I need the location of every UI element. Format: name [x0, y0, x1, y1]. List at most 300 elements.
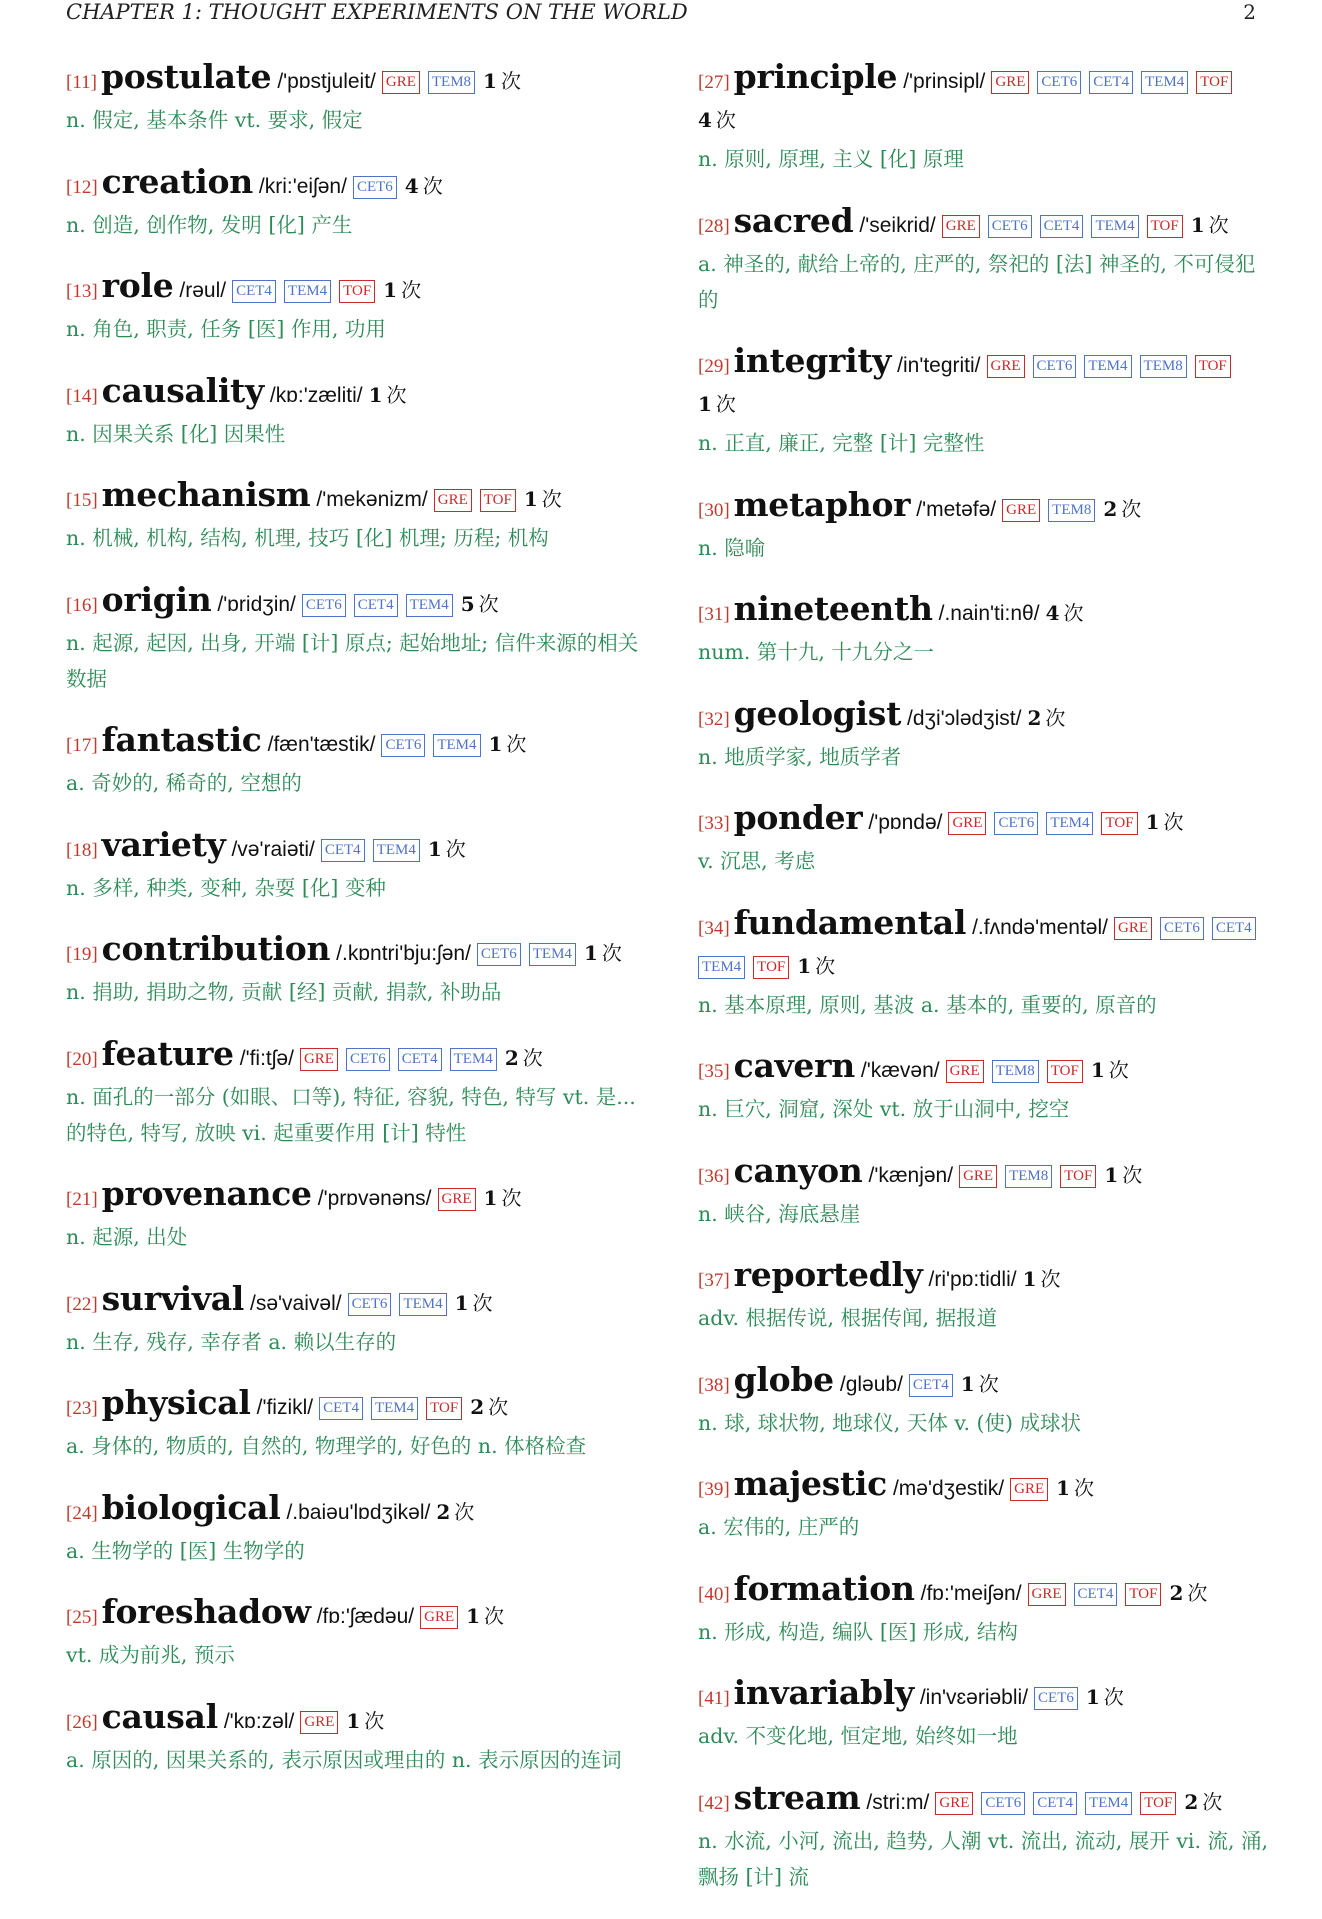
frequency-count: 1 [583, 941, 598, 965]
exam-tag: TOF [1140, 1792, 1176, 1815]
entry-number: [16] [66, 594, 98, 616]
headword: geologist [733, 693, 902, 733]
exam-tag: TEM4 [698, 956, 745, 979]
exam-tag: GRE [987, 355, 1025, 378]
entry-head [698, 590, 1270, 634]
entry-number: [26] [66, 1711, 98, 1733]
definition: a. 神圣的, 献给上帝的, 庄严的, 祭祀的 [法] 神圣的, 不可侵犯的 [698, 251, 1256, 312]
definition: n. 创造, 创作物, 发明 [化] 产生 [66, 212, 353, 237]
exam-tag: TOF [1125, 1583, 1161, 1606]
headword: metaphor [733, 484, 911, 524]
frequency [961, 1372, 999, 1396]
frequency [461, 592, 499, 616]
pronunciation: /mə'dʒestik/ [892, 1477, 1005, 1500]
frequency [489, 732, 527, 756]
exam-tag: GRE [935, 1792, 973, 1815]
exam-tag: TEM4 [1084, 355, 1131, 378]
frequency-count: 1 [1090, 1058, 1105, 1082]
frequency-unit: 次 [541, 487, 562, 511]
entry-head [698, 1674, 1270, 1718]
entry-number: [33] [698, 813, 730, 834]
exam-tag: GRE [420, 1606, 458, 1629]
pronunciation: /'fizikl/ [256, 1396, 314, 1419]
frequency [466, 1604, 504, 1628]
definition: a. 生物学的 [医] 生物学的 [66, 1538, 305, 1563]
frequency-count: 4 [698, 108, 712, 132]
definition: n. 起源, 出处 [66, 1225, 188, 1249]
frequency-unit: 次 [484, 1604, 505, 1628]
frequency [484, 1186, 522, 1210]
entry-head [66, 581, 646, 625]
frequency [470, 1395, 508, 1419]
frequency-unit: 次 [715, 108, 736, 132]
entry-head [698, 799, 1270, 843]
definition: n. 因果关系 [化] 因果性 [66, 421, 286, 446]
definition: n. 捐助, 捐助之物, 贡献 [经] 贡献, 捐款, 补助品 [66, 980, 502, 1004]
frequency-unit: 次 [501, 1186, 522, 1210]
vocab-entry [698, 1047, 1270, 1127]
frequency [1091, 1058, 1129, 1082]
entry-number: [41] [698, 1688, 730, 1709]
exam-tag: CET4 [354, 594, 398, 617]
entry-head [66, 267, 646, 311]
pronunciation: /kɒ:'zæliti/ [269, 383, 363, 407]
exam-tag: TEM4 [1141, 71, 1188, 94]
entry-number: [34] [698, 917, 730, 939]
frequency [1027, 706, 1065, 730]
vocab-entry [66, 1280, 646, 1360]
vocab-entry [698, 590, 1270, 670]
frequency [1056, 1476, 1094, 1500]
frequency-count: 1 [1190, 212, 1205, 237]
frequency [436, 1500, 474, 1524]
definition: n. 隐喻 [698, 535, 766, 560]
frequency-unit: 次 [454, 1499, 475, 1524]
exam-tag: CET6 [988, 215, 1032, 238]
definition: n. 巨穴, 洞窟, 深处 vt. 放于山洞中, 挖空 [698, 1097, 1070, 1121]
definition: n. 多样, 种类, 变种, 杂耍 [化] 变种 [66, 875, 386, 900]
entry-number: [22] [66, 1293, 98, 1315]
entry-number: [12] [66, 176, 98, 198]
pronunciation: /'mekənizm/ [316, 488, 428, 511]
exam-tag: CET6 [994, 812, 1038, 835]
pronunciation: /sə'vaivəl/ [250, 1291, 342, 1315]
entry-head [66, 721, 646, 765]
vocab-entry [698, 1570, 1270, 1650]
frequency-unit: 次 [1063, 601, 1084, 625]
pronunciation: /.kɒntri'bju:ʃən/ [336, 942, 471, 965]
frequency-unit: 次 [1103, 1685, 1124, 1709]
exam-tag: TEM8 [428, 71, 475, 94]
frequency-count: 2 [1027, 705, 1042, 730]
vocab-entry [66, 581, 646, 697]
vocab-entry [66, 372, 646, 452]
entry-number: [14] [66, 385, 98, 407]
frequency-unit: 次 [1208, 212, 1229, 237]
pronunciation: /'metəfə/ [916, 497, 997, 521]
pronunciation: /və'raiəti/ [231, 837, 315, 861]
vocab-entry [698, 799, 1270, 879]
entry-head [698, 342, 1270, 425]
frequency-count: 1 [1056, 1476, 1071, 1500]
vocab-entry [66, 476, 646, 556]
frequency [428, 837, 466, 861]
frequency-count: 1 [960, 1371, 975, 1396]
frequency-unit: 次 [472, 1290, 493, 1315]
exam-tag: CET6 [353, 176, 397, 199]
entry-number: [31] [698, 604, 730, 625]
frequency-count: 4 [1045, 601, 1060, 625]
frequency-unit: 次 [1074, 1476, 1095, 1500]
exam-tag: GRE [942, 215, 980, 238]
exam-tag: GRE [1002, 499, 1040, 522]
vocab-entry [698, 1152, 1270, 1232]
frequency-count: 1 [1085, 1685, 1100, 1709]
definition: a. 宏伟的, 庄严的 [698, 1515, 860, 1539]
headword: ponder [733, 798, 863, 837]
exam-tag: GRE [1010, 1478, 1048, 1501]
exam-tag: TOF [339, 280, 375, 303]
headword: formation [733, 1568, 915, 1608]
entry-head [698, 1361, 1270, 1405]
pronunciation: /'pɒndə/ [868, 811, 943, 834]
frequency-unit: 次 [500, 69, 521, 93]
entry-number: [27] [698, 72, 730, 93]
entry-head [698, 1152, 1270, 1196]
headword: stream [733, 1777, 861, 1817]
vocab-entry [698, 1674, 1270, 1754]
exam-tag: TOF [480, 489, 516, 512]
pronunciation: /'prinsipl/ [903, 70, 986, 93]
exam-tag: CET6 [477, 943, 521, 966]
page-number: 2 [1243, 0, 1256, 24]
headword: postulate [100, 57, 272, 96]
pronunciation: /'ɒridʒin/ [217, 592, 296, 616]
frequency-count: 2 [1169, 1580, 1184, 1605]
vocab-entry [66, 826, 646, 906]
exam-tag: TOF [1147, 215, 1183, 238]
definition: n. 峡谷, 海底悬崖 [698, 1201, 861, 1226]
entry-head [66, 58, 646, 102]
definition: n. 假定, 基本条件 vt. 要求, 假定 [66, 108, 363, 132]
vocab-entry [698, 342, 1270, 461]
frequency-unit: 次 [401, 278, 422, 302]
frequency [483, 69, 521, 93]
exam-tag: CET4 [232, 280, 276, 303]
exam-tag: CET6 [1037, 71, 1081, 94]
entry-number: [20] [66, 1048, 98, 1070]
frequency-count: 2 [1103, 496, 1118, 521]
exam-tag: TEM4 [433, 734, 480, 757]
frequency [1103, 497, 1141, 521]
exam-tag: GRE [959, 1165, 997, 1188]
headword: origin [101, 579, 212, 619]
pronunciation: /fɒ:'meiʃən/ [920, 1581, 1022, 1605]
entry-head [66, 1035, 646, 1079]
frequency-count: 1 [368, 382, 383, 407]
frequency-count: 1 [483, 1186, 498, 1210]
left-column [66, 58, 646, 1802]
pronunciation: /fæn'tæstik/ [267, 733, 376, 756]
vocab-entry [698, 1256, 1270, 1336]
frequency-count: 5 [460, 591, 475, 616]
pronunciation: /ri'pɒ:tidli/ [928, 1268, 1017, 1291]
exam-tag: GRE [300, 1048, 338, 1071]
exam-tag: GRE [382, 71, 420, 94]
exam-tag: CET6 [1033, 355, 1077, 378]
vocab-entry [698, 58, 1270, 177]
frequency-unit: 次 [1121, 496, 1142, 521]
frequency-count: 1 [1145, 810, 1160, 834]
headword: provenance [101, 1174, 312, 1213]
frequency-unit: 次 [1108, 1058, 1129, 1082]
headword: contribution [101, 929, 331, 968]
exam-tag: CET6 [348, 1293, 392, 1316]
exam-tag: GRE [1114, 917, 1152, 940]
definition: n. 球, 球状物, 地球仪, 天体 v. (使) 成球状 [698, 1410, 1082, 1435]
frequency [698, 392, 736, 416]
exam-tag: TOF [426, 1397, 462, 1420]
exam-tag: TEM4 [406, 594, 453, 617]
exam-tag: CET6 [302, 594, 346, 617]
entry-number: [40] [698, 1583, 730, 1605]
exam-tag: TEM4 [1085, 1792, 1132, 1815]
headword: survival [101, 1278, 245, 1318]
entry-number: [17] [66, 735, 98, 756]
entry-number: [36] [698, 1165, 730, 1187]
frequency-unit: 次 [364, 1708, 385, 1733]
exam-tag: GRE [438, 1188, 476, 1211]
pronunciation: /dʒi'ɔlədʒist/ [907, 706, 1022, 730]
entry-head [66, 1280, 646, 1324]
entry-number: [32] [698, 708, 730, 730]
pronunciation: /stri:m/ [866, 1790, 930, 1814]
exam-tag: TEM4 [371, 1397, 418, 1420]
vocab-entry [66, 58, 646, 138]
frequency-unit: 次 [422, 173, 443, 198]
right-column [698, 58, 1270, 1919]
frequency-unit: 次 [1040, 1267, 1061, 1291]
pronunciation: /'fi:tʃə/ [239, 1046, 294, 1070]
definition: n. 机械, 机构, 结构, 机理, 技巧 [化] 机理; 历程; 机构 [66, 526, 549, 550]
definition: n. 生存, 残存, 幸存者 a. 赖以生存的 [66, 1329, 397, 1354]
frequency [1046, 601, 1084, 625]
headword: integrity [733, 341, 892, 380]
entry-head [698, 904, 1270, 987]
frequency-unit: 次 [506, 732, 527, 756]
frequency-count: 1 [346, 1708, 361, 1733]
frequency-unit: 次 [386, 382, 407, 407]
entry-number: [11] [66, 72, 97, 93]
frequency-unit: 次 [978, 1371, 999, 1396]
headword: fantastic [101, 720, 262, 759]
vocab-entry [66, 1384, 646, 1464]
frequency [405, 174, 443, 198]
definition: adv. 不变化地, 恒定地, 始终如一地 [698, 1724, 1018, 1748]
exam-tag: TEM8 [1048, 499, 1095, 522]
entry-number: [24] [66, 1502, 98, 1524]
definition: adv. 根据传说, 根据传闻, 据报道 [698, 1306, 998, 1330]
exam-tag: TEM4 [284, 280, 331, 303]
entry-head [66, 372, 646, 416]
exam-tag: CET4 [319, 1397, 363, 1420]
entry-number: [35] [698, 1061, 730, 1082]
exam-tag: TEM4 [450, 1048, 497, 1071]
pronunciation: /kri:'eiʃən/ [258, 174, 347, 198]
exam-tag: CET6 [1034, 1687, 1078, 1710]
headword: mechanism [101, 475, 311, 514]
exam-tag: TOF [1060, 1165, 1096, 1188]
pronunciation: /'pɒstjuleit/ [277, 70, 376, 93]
frequency-unit: 次 [601, 941, 622, 965]
frequency-count: 2 [1184, 1789, 1199, 1814]
headword: creation [101, 161, 253, 201]
exam-tag: CET6 [1160, 917, 1204, 940]
entry-head [698, 486, 1270, 530]
pronunciation: /'kævən/ [860, 1059, 940, 1082]
exam-tag: TOF [1101, 812, 1137, 835]
entry-head [66, 476, 646, 520]
frequency [1184, 1790, 1222, 1814]
headword: canyon [733, 1150, 863, 1190]
frequency [369, 383, 407, 407]
frequency [584, 941, 622, 965]
headword: principle [733, 57, 898, 96]
headword: foreshadow [101, 1592, 311, 1631]
exam-tag: GRE [434, 489, 472, 512]
frequency-count: 1 [1104, 1162, 1119, 1187]
frequency [1191, 213, 1229, 237]
pronunciation: /rəul/ [179, 279, 227, 302]
frequency-unit: 次 [715, 392, 736, 416]
vocab-entry [66, 1698, 646, 1778]
exam-tag: TEM8 [992, 1060, 1039, 1083]
headword: biological [101, 1487, 281, 1527]
exam-tag: TOF [1196, 71, 1232, 94]
vocab-entry [66, 1489, 646, 1569]
vocab-entry [698, 1779, 1270, 1895]
frequency-unit: 次 [1045, 705, 1066, 730]
frequency [797, 954, 835, 978]
frequency [698, 108, 736, 132]
vocab-entry [698, 1465, 1270, 1545]
frequency-count: 2 [470, 1395, 485, 1419]
headword: role [101, 266, 174, 305]
exam-tag: CET4 [398, 1048, 442, 1071]
definition: n. 水流, 小河, 流出, 趋势, 人潮 vt. 流出, 流动, 展开 vi. 流, 涌, 飘扬 [计] 流 [698, 1828, 1269, 1889]
pronunciation: /.fʌndə'mentəl/ [972, 915, 1108, 939]
entry-number: [18] [66, 839, 98, 861]
definition: n. 原则, 原理, 主义 [化] 原理 [698, 147, 964, 171]
definition: a. 原因的, 因果关系的, 表示原因或理由的 n. 表示原因的连词 [66, 1747, 622, 1772]
frequency [1104, 1163, 1142, 1187]
entry-head [698, 58, 1270, 141]
exam-tag: TEM4 [1091, 215, 1138, 238]
frequency-count: 2 [504, 1045, 519, 1070]
entry-head [66, 1384, 646, 1428]
running-head [66, 0, 1256, 26]
exam-tag: TEM4 [1046, 812, 1093, 835]
frequency [346, 1709, 384, 1733]
exam-tag: CET4 [321, 839, 365, 862]
pronunciation: /in'vɛəriəbli/ [919, 1686, 1029, 1709]
frequency-count: 1 [466, 1604, 481, 1628]
entry-head [698, 695, 1270, 739]
headword: sacred [733, 200, 854, 240]
vocab-entry [698, 695, 1270, 775]
vocab-entry [66, 163, 646, 243]
headword: nineteenth [733, 589, 933, 628]
headword: feature [101, 1033, 234, 1073]
pronunciation: /.baiəu'lɒdʒikəl/ [286, 1500, 431, 1524]
exam-tag: TEM4 [373, 839, 420, 862]
exam-tag: TEM8 [1140, 355, 1187, 378]
pronunciation: /fɒ:'ʃædəu/ [316, 1605, 415, 1628]
pronunciation: /'seikrid/ [859, 213, 936, 237]
vocab-entry [66, 721, 646, 801]
entry-head [66, 163, 646, 207]
headword: cavern [733, 1046, 855, 1085]
frequency [1169, 1581, 1207, 1605]
frequency-count: 2 [436, 1499, 451, 1524]
frequency-unit: 次 [488, 1395, 509, 1419]
frequency [1086, 1685, 1124, 1709]
frequency-count: 1 [797, 953, 812, 978]
exam-tag: CET6 [346, 1048, 390, 1071]
vocab-entry [66, 267, 646, 347]
exam-tag: CET4 [909, 1374, 953, 1397]
headword: reportedly [733, 1255, 923, 1294]
frequency-unit: 次 [815, 953, 836, 978]
exam-tag: TOF [1195, 355, 1231, 378]
headword: fundamental [733, 902, 967, 942]
pronunciation: /'kɒ:zəl/ [223, 1709, 295, 1733]
pronunciation: /in'tegriti/ [897, 354, 981, 377]
exam-tag: CET6 [981, 1792, 1025, 1815]
definition: a. 身体的, 物质的, 自然的, 物理学的, 好色的 n. 体格检查 [66, 1434, 587, 1458]
entry-head [698, 202, 1270, 246]
exam-tag: CET4 [1074, 1583, 1118, 1606]
frequency [383, 278, 421, 302]
headword: globe [733, 1359, 834, 1399]
frequency-count: 1 [383, 278, 398, 302]
exam-tag: TEM4 [529, 943, 576, 966]
vocab-entry [698, 1361, 1270, 1441]
frequency [1146, 810, 1184, 834]
definition: n. 基本原理, 原则, 基波 a. 基本的, 重要的, 原音的 [698, 992, 1157, 1017]
exam-tag: CET4 [1089, 71, 1133, 94]
headword: physical [101, 1383, 251, 1422]
frequency-count: 1 [523, 487, 538, 511]
entry-number: [29] [698, 356, 730, 377]
frequency-unit: 次 [1202, 1789, 1223, 1814]
frequency-count: 1 [483, 69, 497, 93]
vocab-entry [66, 930, 646, 1010]
exam-tag: TOF [1047, 1060, 1083, 1083]
entry-head [698, 1465, 1270, 1509]
vocab-entry [66, 1175, 646, 1255]
entry-number: [15] [66, 490, 98, 511]
definition: a. 奇妙的, 稀奇的, 空想的 [66, 771, 302, 795]
definition: n. 角色, 职责, 任务 [医] 作用, 功用 [66, 317, 386, 341]
frequency [505, 1046, 543, 1070]
exam-tag: CET4 [1040, 215, 1084, 238]
pronunciation: /'prɒvənəns/ [317, 1187, 432, 1210]
exam-tag: CET6 [381, 734, 425, 757]
exam-tag: GRE [948, 812, 986, 835]
exam-tag: GRE [991, 71, 1029, 94]
frequency-count: 1 [488, 732, 503, 756]
